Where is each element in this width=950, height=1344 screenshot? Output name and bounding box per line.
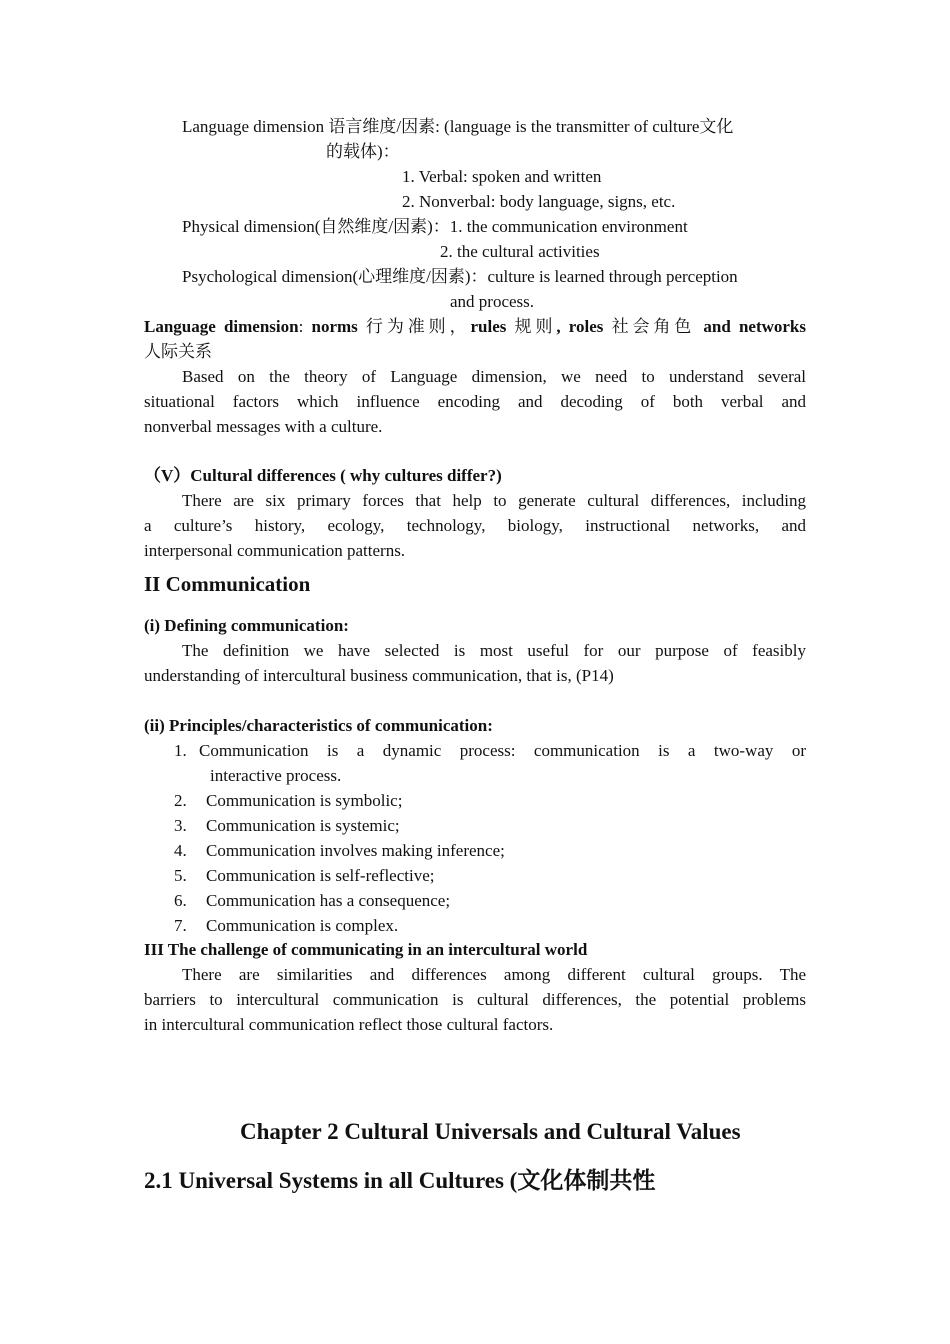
physical-dimension-line2: 2. the cultural activities [440, 242, 600, 261]
principle-item-1-num: 1. [174, 741, 187, 760]
norms-colon: : [298, 317, 312, 336]
intercultural-challenge-heading: III The challenge of communicating in an intercultural world [144, 940, 588, 959]
norms-cn: 行为准则， [357, 317, 471, 336]
roles-cn: 社会角色 [603, 317, 704, 336]
principle-num: 2. [174, 791, 187, 810]
challenge-line2: barriers to intercultural communication is cultural differences, the potential problems [144, 990, 806, 1009]
principle-item-1-line2: interactive process. [210, 766, 342, 785]
challenge-line1: There are similarities and differences among different cultural groups. The [182, 965, 806, 984]
rules-cn: 规则 [506, 317, 557, 336]
physical-dimension-line1: Physical dimension(自然维度/因素)：1. the communication environment [182, 217, 688, 236]
based-paragraph-line3: nonverbal messages with a culture. [144, 417, 383, 436]
defining-line2: understanding of intercultural business communication, that is, (P14) [144, 666, 614, 685]
section-title: 2.1 Universal Systems in all Cultures (文化体制共性 [144, 1168, 656, 1193]
principle-text: Communication is self-reflective; [206, 866, 435, 885]
cultural-differences-line1: There are six primary forces that help to generate cultural differences, including [182, 491, 806, 510]
networks-term: and networks [703, 317, 806, 336]
psychological-dimension-line1: Psychological dimension(心理维度/因素)：culture is learned through perception [182, 267, 738, 286]
principle-text: Communication is complex. [206, 916, 399, 935]
principle-num: 3. [174, 816, 187, 835]
norms-label: Language dimension [144, 317, 299, 336]
language-dimension-norms [144, 314, 806, 339]
cultural-differences-line3: interpersonal communication patterns. [144, 541, 406, 560]
principle-item [174, 788, 402, 813]
based-paragraph-line1: Based on the theory of Language dimension, we need to understand several [182, 367, 806, 386]
nonverbal-item: 2. Nonverbal: body language, signs, etc. [402, 192, 676, 211]
psychological-dimension-line2: and process. [450, 292, 535, 311]
principle-item [174, 888, 450, 913]
principle-num: 7. [174, 916, 187, 935]
roles-term: , roles [556, 317, 604, 336]
principle-text: Communication has a consequence; [206, 891, 451, 910]
principle-item [174, 813, 400, 838]
principle-text: Communication involves making inference; [206, 841, 505, 860]
challenge-line3: in intercultural communication reflect those cultural factors. [144, 1015, 554, 1034]
networks-cn: 人际关系 [144, 342, 212, 361]
language-dimension-line1: Language dimension 语言维度/因素: (language is the transmitter of culture文化 [182, 117, 734, 136]
communication-heading: II Communication [144, 572, 311, 596]
cultural-differences-line2: a culture’s history, ecology, technology, biology, instructional networks, and [144, 516, 806, 535]
principle-item-1-line1: Communication is a dynamic process: communication is a two-way or [199, 741, 806, 760]
norms-term: norms [311, 317, 358, 336]
defining-communication-heading: (i) Defining communication: [144, 616, 349, 635]
chapter-title: Chapter 2 Cultural Universals and Cultural Values [240, 1119, 741, 1144]
principle-num: 6. [174, 891, 187, 910]
principle-text: Communication is systemic; [206, 816, 400, 835]
verbal-item: 1. Verbal: spoken and written [402, 167, 602, 186]
defining-line1: The definition we have selected is most useful for our purpose of feasibly [182, 641, 806, 660]
principle-text: Communication is symbolic; [206, 791, 403, 810]
principle-item [174, 838, 505, 863]
principle-item [174, 863, 435, 888]
language-dimension-line2: 的载体)： [326, 142, 400, 161]
principles-heading: (ii) Principles/characteristics of communication: [144, 716, 493, 735]
principle-num: 4. [174, 841, 187, 860]
based-paragraph-line2: situational factors which influence encoding and decoding of both verbal and [144, 392, 806, 411]
principle-num: 5. [174, 866, 187, 885]
rules-term: rules [470, 317, 507, 336]
cultural-differences-heading: （V）Cultural differences ( why cultures differ?) [144, 466, 502, 485]
principle-item [174, 913, 398, 938]
